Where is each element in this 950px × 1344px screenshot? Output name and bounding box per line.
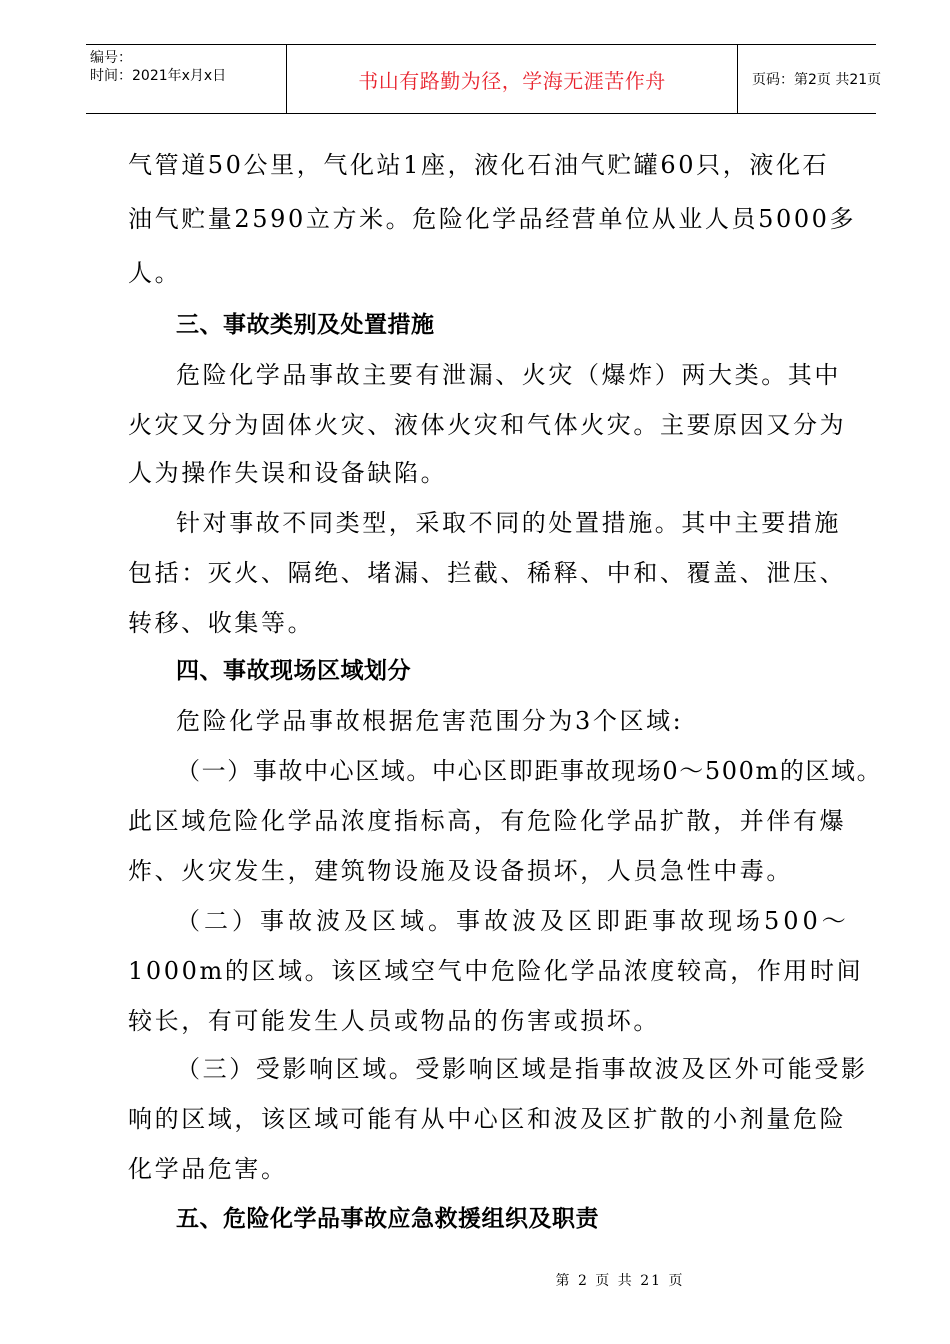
- body-line: 火灾又分为固体火灾、液体火灾和气体火灾。主要原因又分为: [128, 411, 847, 439]
- page-footer: 第 2 页 共 21 页: [555, 1273, 685, 1289]
- header-page-info: 页码：第2页 共21页: [752, 72, 882, 88]
- body-line: 危险化学品事故根据危害范围分为3个区域:: [176, 707, 684, 735]
- body-line: 针对事故不同类型，采取不同的处置措施。其中主要措施: [176, 509, 841, 537]
- body-line: 气管道50公里，气化站1座，液化石油气贮罐60只，液化石: [128, 151, 830, 179]
- body-line: 转移、收集等。: [128, 609, 315, 637]
- body-line: 炸、火灾发生，建筑物设施及设备损坏，人员急性中毒。: [128, 857, 793, 885]
- body-line: 化学品危害。: [128, 1155, 288, 1183]
- body-line: 人为操作失误和设备缺陷。: [128, 459, 448, 487]
- page-header: [86, 44, 882, 114]
- section-heading-5: 五、危险化学品事故应急救援组织及职责: [176, 1206, 599, 1232]
- body-line: 响的区域，该区域可能有从中心区和波及区扩散的小剂量危险: [128, 1105, 847, 1133]
- header-motto-cell: [286, 45, 738, 113]
- header-left-cell: [86, 45, 286, 113]
- document-number-label: 编号：: [90, 50, 132, 66]
- section-heading-3: 三、事故类别及处置措施: [176, 312, 435, 338]
- body-line: 包括：灭火、隔绝、堵漏、拦截、稀释、中和、覆盖、泄压、: [128, 559, 847, 587]
- body-line: 危险化学品事故主要有泄漏、火灾（爆炸）两大类。其中: [176, 361, 841, 389]
- section-heading-4: 四、事故现场区域划分: [176, 658, 411, 684]
- body-line: （二）事故波及区域。事故波及区即距事故现场500～: [176, 907, 850, 935]
- header-motto: 书山有路勤为径，学海无涯苦作舟: [358, 68, 666, 93]
- header-page-cell: [738, 45, 882, 113]
- body-line: （三）受影响区域。受影响区域是指事故波及区外可能受影: [176, 1055, 868, 1083]
- body-line: 较长，有可能发生人员或物品的伤害或损坏。: [128, 1007, 660, 1035]
- body-line: 1000m的区域。该区域空气中危险化学品浓度较高，作用时间: [128, 957, 864, 985]
- body-line: 此区域危险化学品浓度指标高，有危险化学品扩散，并伴有爆: [128, 807, 847, 835]
- document-time-label: 时间：2021年x月x日: [90, 68, 227, 84]
- body-line: （一）事故中心区域。中心区即距事故现场0～500m的区域。: [176, 757, 883, 785]
- body-line: 人。: [128, 259, 182, 287]
- body-line: 油气贮量2590立方米。危险化学品经营单位从业人员5000多: [128, 205, 857, 233]
